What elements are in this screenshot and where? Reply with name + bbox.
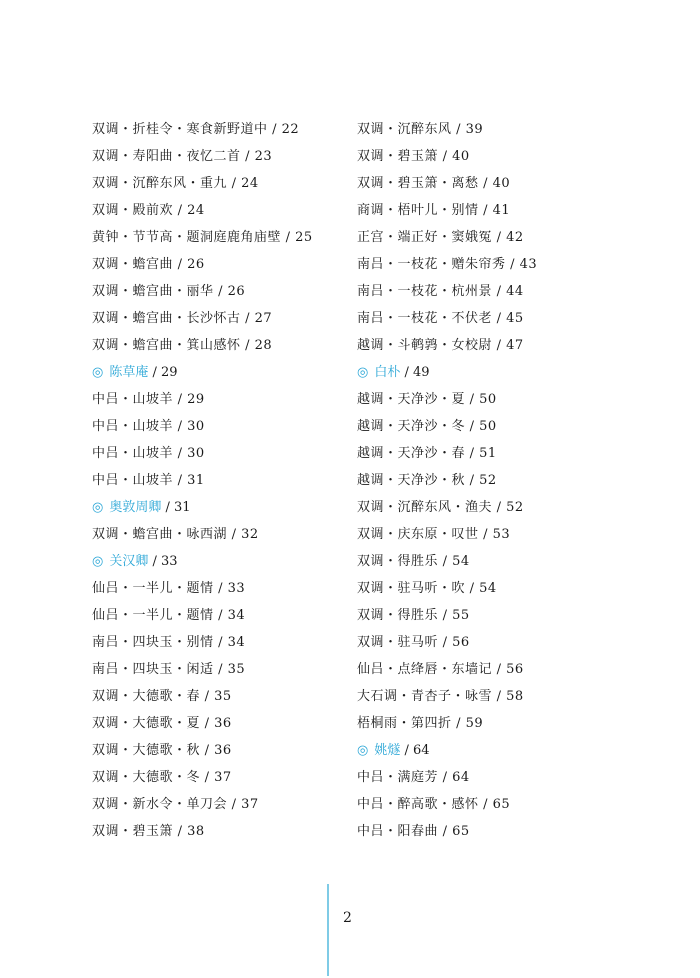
toc-entry[interactable]: 中吕・山坡羊 / 30: [92, 419, 205, 434]
toc-entry[interactable]: 双调・沉醉东风 / 39: [357, 122, 484, 137]
toc-entry[interactable]: 商调・梧叶儿・别情 / 41: [357, 203, 511, 218]
toc-entry[interactable]: 正宫・端正好・窦娥冤 / 42: [357, 230, 524, 245]
author-page-ref: / 49: [400, 365, 430, 380]
toc-entry[interactable]: 双调・蟾宫曲・丽华 / 26: [92, 284, 246, 299]
toc-entry[interactable]: 仙吕・一半儿・题情 / 33: [92, 581, 246, 596]
toc-entry[interactable]: 中吕・醉高歌・感怀 / 65: [357, 797, 511, 812]
author-name: 奥敦周卿: [109, 500, 162, 515]
toc-entry[interactable]: 中吕・满庭芳 / 64: [357, 770, 470, 785]
toc-entry[interactable]: 南吕・一枝花・赠朱帘秀 / 43: [357, 257, 538, 272]
toc-entry[interactable]: 南吕・四块玉・闲适 / 35: [92, 662, 246, 677]
toc-entry[interactable]: 中吕・阳春曲 / 65: [357, 824, 470, 839]
author-heading[interactable]: [92, 494, 313, 521]
toc-entry[interactable]: 双调・折桂令・寒食新野道中 / 22: [92, 122, 300, 137]
bullseye-icon: ◎: [92, 365, 104, 380]
toc-right-column: [357, 116, 537, 845]
toc-entry[interactable]: 双调・蟾宫曲 / 26: [92, 257, 205, 272]
toc-entry[interactable]: 双调・大德歌・春 / 35: [92, 689, 232, 704]
toc-entry[interactable]: 越调・天净沙・秋 / 52: [357, 473, 497, 488]
toc-entry[interactable]: 双调・蟾宫曲・咏西湖 / 32: [92, 527, 259, 542]
toc-entry[interactable]: 中吕・山坡羊 / 29: [92, 392, 205, 407]
bullseye-icon: ◎: [92, 554, 104, 569]
author-page-ref: / 29: [148, 365, 178, 380]
toc-entry[interactable]: 双调・沉醉东风・渔夫 / 52: [357, 500, 524, 515]
toc-entry[interactable]: 双调・大德歌・秋 / 36: [92, 743, 232, 758]
toc-entry[interactable]: 双调・碧玉箫・离愁 / 40: [357, 176, 511, 191]
toc-entry[interactable]: 双调・得胜乐 / 54: [357, 554, 470, 569]
toc-entry[interactable]: 仙吕・点绛唇・东墙记 / 56: [357, 662, 524, 677]
toc-entry[interactable]: 双调・大德歌・夏 / 36: [92, 716, 232, 731]
toc-left-column: [92, 116, 313, 845]
toc-entry[interactable]: 双调・新水令・单刀会 / 37: [92, 797, 259, 812]
toc-entry[interactable]: 南吕・一枝花・不伏老 / 45: [357, 311, 524, 326]
toc-entry[interactable]: 南吕・一枝花・杭州景 / 44: [357, 284, 524, 299]
author-page-ref: / 33: [148, 554, 178, 569]
toc-entry[interactable]: 双调・蟾宫曲・箕山感怀 / 28: [92, 338, 273, 353]
toc-entry[interactable]: 中吕・山坡羊 / 30: [92, 446, 205, 461]
toc-entry[interactable]: 双调・寿阳曲・夜忆二首 / 23: [92, 149, 273, 164]
toc-entry[interactable]: 双调・驻马听・吹 / 54: [357, 581, 497, 596]
toc-entry[interactable]: 双调・得胜乐 / 55: [357, 608, 470, 623]
author-page-ref: / 64: [400, 743, 430, 758]
author-heading[interactable]: [92, 548, 313, 575]
toc-entry[interactable]: 双调・庆东原・叹世 / 53: [357, 527, 511, 542]
toc-entry[interactable]: 越调・天净沙・春 / 51: [357, 446, 497, 461]
toc-entry[interactable]: 越调・斗鹌鹑・女校尉 / 47: [357, 338, 524, 353]
toc-entry[interactable]: 双调・沉醉东风・重九 / 24: [92, 176, 259, 191]
toc-entry[interactable]: 梧桐雨・第四折 / 59: [357, 716, 484, 731]
toc-entry[interactable]: 越调・天净沙・冬 / 50: [357, 419, 497, 434]
toc-entry[interactable]: 双调・碧玉箫 / 40: [357, 149, 470, 164]
toc-entry[interactable]: 双调・殿前欢 / 24: [92, 203, 205, 218]
author-name: 白朴: [374, 365, 401, 380]
bullseye-icon: ◎: [92, 500, 104, 515]
author-name: 陈草庵: [109, 365, 149, 380]
toc-entry[interactable]: 双调・大德歌・冬 / 37: [92, 770, 232, 785]
toc-entry[interactable]: 双调・蟾宫曲・长沙怀古 / 27: [92, 311, 273, 326]
footer-divider: [327, 884, 329, 976]
author-heading[interactable]: [357, 737, 537, 764]
toc-entry[interactable]: 双调・驻马听 / 56: [357, 635, 470, 650]
toc-entry[interactable]: 南吕・四块玉・别情 / 34: [92, 635, 246, 650]
author-page-ref: / 31: [161, 500, 191, 515]
bullseye-icon: ◎: [357, 365, 369, 380]
author-name: 关汉卿: [109, 554, 149, 569]
toc-entry[interactable]: 黄钟・节节高・题洞庭鹿角庙壁 / 25: [92, 230, 313, 245]
page-number: 2: [343, 910, 352, 926]
author-heading[interactable]: [357, 359, 537, 386]
author-heading[interactable]: [92, 359, 313, 386]
author-name: 姚燧: [374, 743, 401, 758]
toc-entry[interactable]: 中吕・山坡羊 / 31: [92, 473, 205, 488]
toc-entry[interactable]: 大石调・青杏子・咏雪 / 58: [357, 689, 524, 704]
toc-entry[interactable]: 越调・天净沙・夏 / 50: [357, 392, 497, 407]
bullseye-icon: ◎: [357, 743, 369, 758]
toc-entry[interactable]: 双调・碧玉箫 / 38: [92, 824, 205, 839]
toc-entry[interactable]: 仙吕・一半儿・题情 / 34: [92, 608, 246, 623]
